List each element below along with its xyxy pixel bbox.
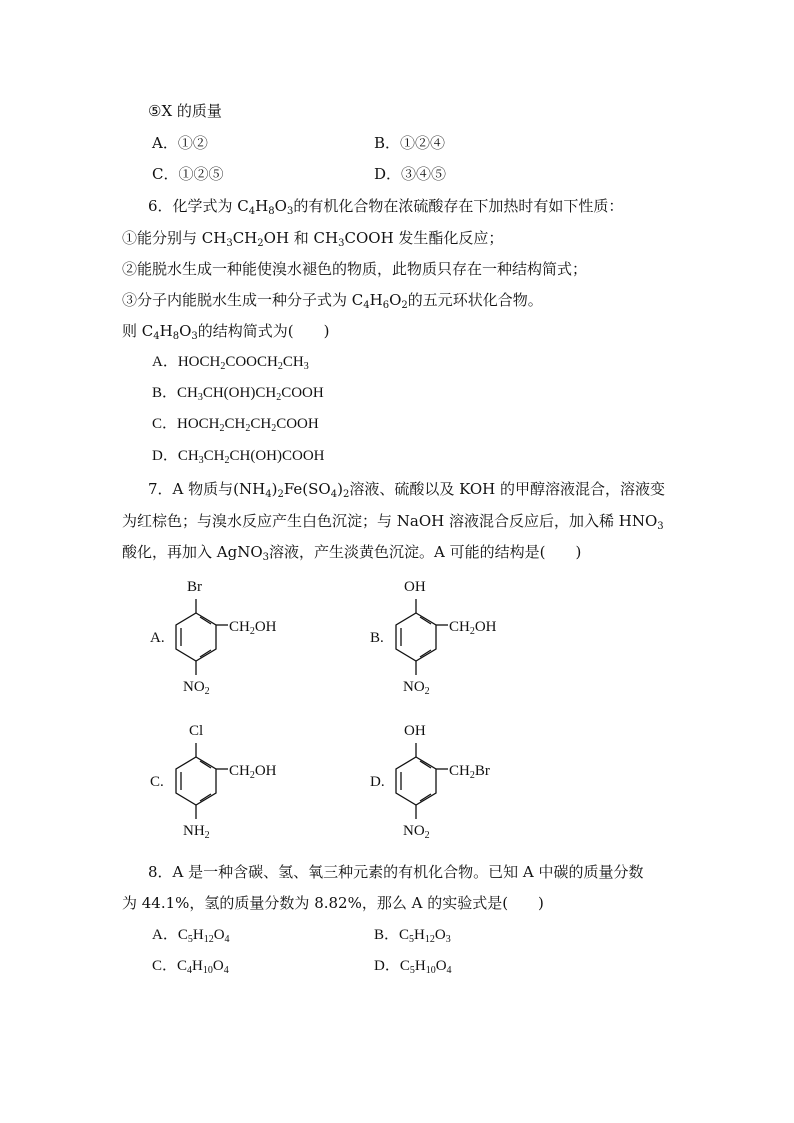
structure-label: A.: [150, 630, 165, 646]
q5-option-c: C．①②⑤: [152, 165, 224, 183]
structure-b: [370, 577, 600, 707]
q8-option-d: D．$C_5H_{10}O_4$: [374, 958, 452, 976]
substituent-no2: $NO_2$: [403, 679, 430, 697]
q6-property-3: ③分子内能脱水生成一种分子式为 $C_4H_6O_2$的五元环状化合物。: [122, 291, 543, 311]
q6-question: 则 $C_4H_8O_3$的结构简式为( ): [122, 322, 330, 342]
structure-label: D.: [370, 774, 385, 790]
substituent-ch2oh: $CH_2OH$: [449, 619, 497, 637]
substituent-ch2br: $CH_2Br$: [449, 763, 490, 781]
q8-option-b: B．$C_5H_{12}O_3$: [374, 927, 451, 945]
substituent-cl: Cl: [189, 723, 204, 739]
q8-line-1: 8．A 是一种含碳、氢、氧三种元素的有机化合物。已知 A 中碳的质量分数: [148, 863, 644, 881]
structure-a: [150, 577, 380, 707]
q5-option-a: A．①②: [152, 134, 208, 152]
q6-option-d: D．$CH_3CH_2CH(OH)COOH$: [152, 448, 325, 466]
substituent-ch2oh: $CH_2OH$: [229, 619, 277, 637]
substituent-nh2: $NH_2$: [183, 823, 210, 841]
q7-line-2: 为红棕色；与溴水反应产生白色沉淀；与 NaOH 溶液混合反应后，加入稀 $HNO_3$: [122, 512, 664, 532]
q7-line-1: 7．A 物质与$(NH_4)_2Fe(SO_4)_2$溶液、硫酸以及 KOH 的甲醇溶液混合，溶液变: [148, 480, 666, 500]
q6-property-2: ②能脱水生成一种能使溴水褪色的物质，此物质只存在一种结构简式；: [122, 260, 588, 278]
structure-label: C.: [150, 774, 164, 790]
substituent-no2: $NO_2$: [403, 823, 430, 841]
q8-option-a: A．$C_5H_{12}O_4$: [152, 927, 230, 945]
q6-option-c: C．$HOCH_2CH_2CH_2COOH$: [152, 416, 319, 434]
structure-label: B.: [370, 630, 384, 646]
q8-option-c: C．$C_4H_{10}O_4$: [152, 958, 229, 976]
q7-line-3: 酸化，再加入 AgNO$_3$溶液，产生淡黄色沉淀。A 可能的结构是( ): [122, 543, 582, 563]
q5-item5: ⑤X 的质量: [148, 102, 222, 120]
q6-option-a: A．$HOCH_2COOCH_2CH_3$: [152, 354, 309, 372]
q6-property-1: ①能分别与 $CH_3CH_2OH$ 和 $CH_3COOH$ 发生酯化反应；: [122, 229, 504, 249]
substituent-br: Br: [187, 579, 202, 595]
substituent-oh: OH: [404, 579, 426, 595]
substituent-ch2oh: $CH_2OH$: [229, 763, 277, 781]
substituent-no2: $NO_2$: [183, 679, 210, 697]
q8-line-2: 为 44.1%，氢的质量分数为 8.82%，那么 A 的实验式是( ): [122, 894, 544, 912]
q5-option-d: D．③④⑤: [374, 165, 447, 183]
q6-option-b: B．$CH_3CH(OH)CH_2COOH$: [152, 385, 324, 403]
q5-option-b: B．①②④: [374, 134, 446, 152]
q6-stem: 6．化学式为 $C_4H_8O_3$的有机化合物在浓硫酸存在下加热时有如下性质：: [148, 197, 624, 217]
structure-c: [150, 721, 380, 851]
structure-d: [370, 721, 600, 851]
substituent-oh: OH: [404, 723, 426, 739]
